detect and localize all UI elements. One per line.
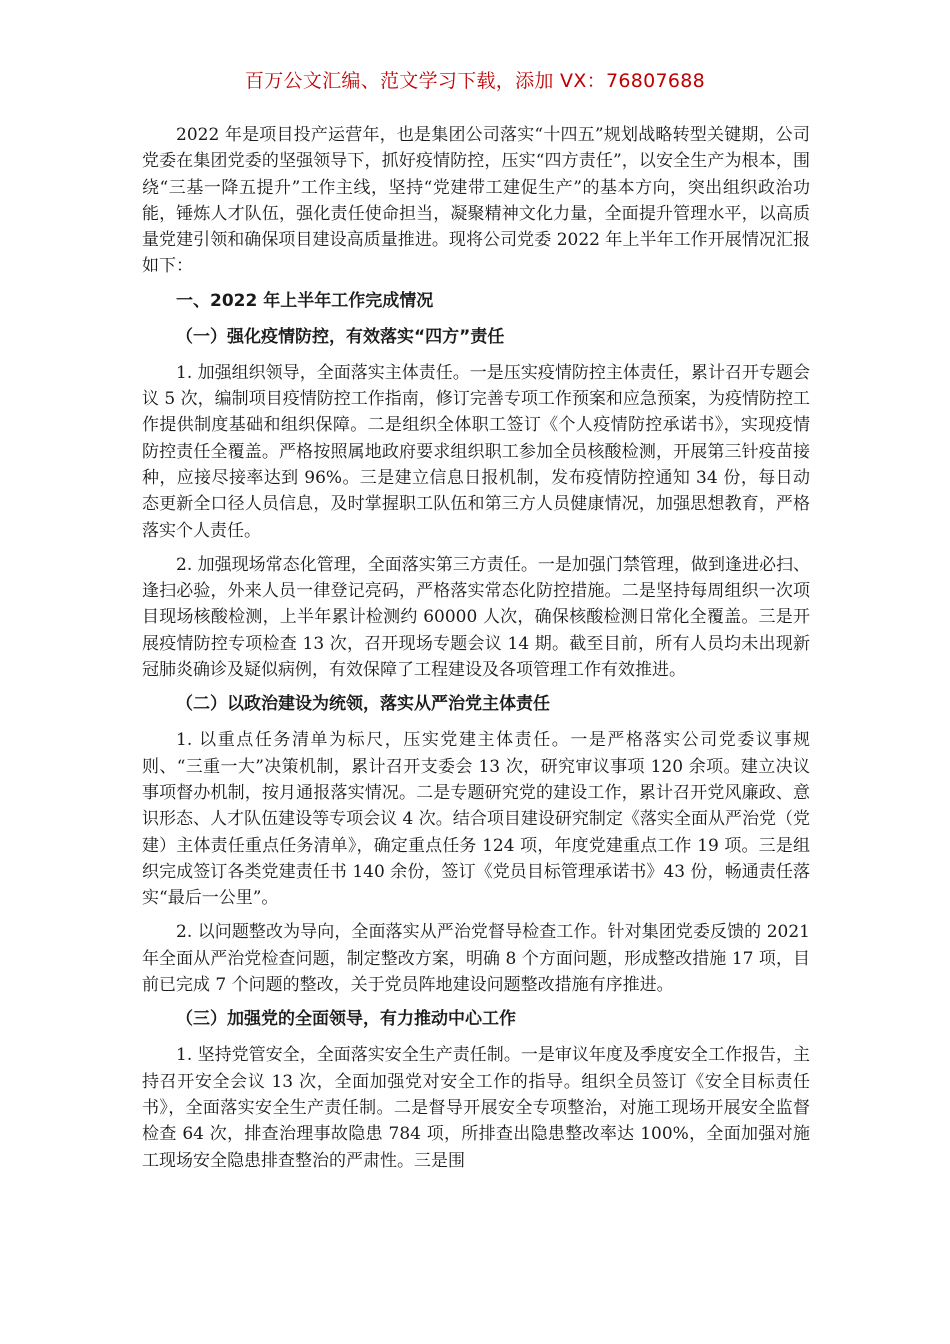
subsection-heading: （一）强化疫情防控，有效落实“四方”责任 <box>176 326 505 347</box>
subsection-heading: （三）加强党的全面领导，有力推动中心工作 <box>176 1009 516 1030</box>
section-heading: 一、2022 年上半年工作完成情况 <box>176 290 434 311</box>
watermark-header: 百万公文汇编、范文学习下载，添加 VX：76807688 <box>244 70 706 92</box>
intro-paragraph: 2022 年是项目投产运营年，也是集团公司落实“十四五”规划战略转型关键期，公司党委在集团党委的坚强领导下，抓好疫情防控，压实“四方责任”，以安全生产为根本，围绕“三基一降五提升”工作主线，坚持“党建带工建促生产”的基本方向，突出组织政治功能，锤炼人才队伍，强化责任使命担当，凝聚精神文化力量，全面提升管理水平，以高质量党建引领和确保项目建设高质量推进。现将公司党委 2022 年上半年工作开展情况汇报如下： <box>142 125 810 277</box>
body-paragraph: 1. 以重点任务清单为标尺，压实党建主体责任。一是严格落实公司党委议事规则、“三重一大”决策机制，累计召开支委会 13 次，研究审议事项 120 余项。建立决议事项督办机制，按月通报落实情况。二是专题研究党的建设工作，累计召开党风廉政、意识形态、人才队伍建设等专项会议 4 次。结合项目建设研究制定《落实全面从严治党（党建）主体责任重点任务清单》，确定重点任务 124 项，年度党建重点工作 19 项。三是组织完成签订各类党建责任书 140 余份，签订《党员目标管理承诺书》43 份，畅通责任落实“最后一公里”。 <box>142 730 810 909</box>
body-paragraph: 2. 以问题整改为导向，全面落实从严治党督导检查工作。针对集团党委反馈的 2021 年全面从严治党检查问题，制定整改方案，明确 8 个方面问题，形成整改措施 17 项，目前已完成 7 个问题的整改，关于党员阵地建设问题整改措施有序推进。 <box>142 922 810 996</box>
body-paragraph: 1. 加强组织领导，全面落实主体责任。一是压实疫情防控主体责任，累计召开专题会议 5 次，编制项目疫情防控工作指南，修订完善专项工作预案和应急预案，为疫情防控工作提供制度基础和组织保障。二是组织全体职工签订《个人疫情防控承诺书》，实现疫情防控责任全覆盖。严格按照属地政府要求组织职工参加全员核酸检测，开展第三针疫苗接种，应接尽接率达到 96%。三是建立信息日报机制，发布疫情防控通知 34 份，每日动态更新全口径人员信息，及时掌握职工队伍和第三方人员健康情况，加强思想教育，严格落实个人责任。 <box>142 362 810 541</box>
body-paragraph: 2. 加强现场常态化管理，全面落实第三方责任。一是加强门禁管理，做到逢进必扫、逢扫必验，外来人员一律登记亮码，严格落实常态化防控措施。二是坚持每周组织一次项目现场核酸检测，上半年累计检测约 60000 人次，确保核酸检测日常化全覆盖。三是开展疫情防控专项检查 13 次，召开现场专题会议 14 期。截至目前，所有人员均未出现新冠肺炎确诊及疑似病例，有效保障了工程建设及各项管理工作有效推进。 <box>142 554 810 681</box>
body-paragraph: 1. 坚持党管安全，全面落实安全生产责任制。一是审议年度及季度安全工作报告，主持召开安全会议 13 次，全面加强党对安全工作的指导。组织全员签订《安全目标责任书》，全面落实安全生产责任制。二是督导开展安全专项整治，对施工现场开展安全监督检查 64 次，排查治理事故隐患 784 项，所排查出隐患整改率达 100%，全面加强对施工现场安全隐患排查整治的严肃性。三是围 <box>142 1045 810 1171</box>
document-body <box>142 122 810 1182</box>
subsection-heading: （二）以政治建设为统领，落实从严治党主体责任 <box>176 694 550 715</box>
